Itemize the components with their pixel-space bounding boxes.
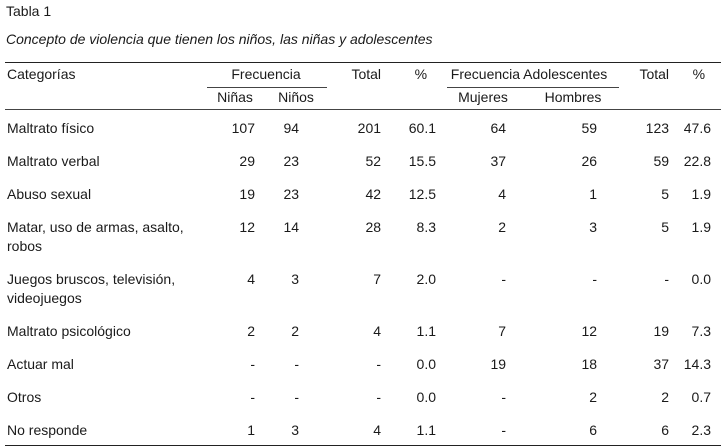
header-spacer xyxy=(619,88,675,110)
cell-hombres: 12 xyxy=(581,323,598,339)
header-frecuencia-underline xyxy=(207,87,327,88)
cell-total2: 37 xyxy=(653,356,670,372)
cell-hombres: 18 xyxy=(581,356,598,372)
cell-pct2: 0.0 xyxy=(691,271,712,287)
cell-categoria: Actuar mal xyxy=(7,356,74,372)
cell-ninas: 19 xyxy=(239,186,255,202)
cell-total2: 6 xyxy=(619,412,675,446)
cell-total: 7 xyxy=(373,271,382,287)
cell-mujeres: - xyxy=(501,389,507,405)
cell-categoria: Abuso sexual xyxy=(7,186,92,202)
header-total: Total xyxy=(351,66,382,82)
header-categorias: Categorías xyxy=(7,66,76,82)
header-frecuencia-adolescentes-label: Frecuencia Adolescentes xyxy=(450,66,608,82)
cell-total: 4 xyxy=(373,323,382,339)
cell-mujeres: 64 xyxy=(490,120,507,136)
cell-pct: 12.5 xyxy=(408,186,437,202)
cell-total: - xyxy=(376,389,382,405)
cell-pct: 2.0 xyxy=(416,271,437,287)
cell-total: 28 xyxy=(365,219,382,235)
cell-total: 4 xyxy=(327,412,387,446)
cell-ninos: 23 xyxy=(283,153,300,169)
cell-mujeres: 19 xyxy=(490,356,507,372)
header-ninos: Niños xyxy=(265,88,327,110)
cell-hombres: 2 xyxy=(589,389,598,405)
cell-mujeres: 7 xyxy=(498,323,507,339)
table-caption: Concepto de violencia que tienen los niños, las niñas y adolescentes xyxy=(6,31,433,47)
cell-ninas: 2 xyxy=(247,323,255,339)
cell-hombres: 26 xyxy=(581,153,598,169)
cell-pct2: 14.3 xyxy=(683,356,712,372)
header-frecuencia-adolescentes xyxy=(439,63,619,89)
table-label: Tabla 1 xyxy=(6,3,52,19)
cell-mujeres: 2 xyxy=(498,219,507,235)
cell-ninas: - xyxy=(250,356,255,372)
cell-categoria: Maltrato físico xyxy=(7,120,95,136)
cell-ninos: 2 xyxy=(291,323,300,339)
cell-hombres: - xyxy=(592,271,598,287)
header-ninas: Niñas xyxy=(205,88,265,110)
header-spacer xyxy=(327,88,387,110)
cell-categoria: No responde xyxy=(5,412,205,446)
table-row xyxy=(5,110,721,144)
cell-categoria: Otros xyxy=(7,389,42,405)
cell-pct: 8.3 xyxy=(416,219,437,235)
cell-pct2: 22.8 xyxy=(683,153,712,169)
header-frecuencia-label: Frecuencia xyxy=(231,66,301,82)
cell-total2: 123 xyxy=(645,120,670,136)
cell-ninos: - xyxy=(294,356,300,372)
cell-total2: - xyxy=(664,271,670,287)
cell-pct2: 47.6 xyxy=(683,120,712,136)
cell-ninos: 94 xyxy=(283,120,300,136)
cell-hombres: 1 xyxy=(589,186,598,202)
cell-mujeres: - xyxy=(501,271,507,287)
cell-total: 42 xyxy=(365,186,382,202)
cell-ninas: 12 xyxy=(239,219,255,235)
table-row xyxy=(5,412,721,446)
cell-categoria: Juegos bruscos, televisión, videojuegos xyxy=(7,271,176,306)
cell-pct2: 0.7 xyxy=(691,389,712,405)
header-spacer xyxy=(387,88,439,110)
cell-pct: 60.1 xyxy=(408,120,437,136)
table-row xyxy=(5,379,721,412)
cell-ninas: - xyxy=(250,389,255,405)
table-row xyxy=(5,209,721,261)
cell-pct: 1.1 xyxy=(416,323,437,339)
cell-categoria: Maltrato verbal xyxy=(7,153,100,169)
table-header xyxy=(5,63,721,110)
table-row xyxy=(5,143,721,176)
cell-hombres: 59 xyxy=(581,120,598,136)
cell-mujeres: 4 xyxy=(498,186,507,202)
cell-pct: 0.0 xyxy=(416,356,437,372)
cell-total: 52 xyxy=(365,153,382,169)
cell-total: - xyxy=(376,356,382,372)
violence-concept-table xyxy=(5,62,721,446)
table-row xyxy=(5,176,721,209)
table-row xyxy=(5,346,721,379)
header-total2: Total xyxy=(639,66,670,82)
header-spacer xyxy=(5,88,205,110)
cell-ninos: 3 xyxy=(291,271,300,287)
cell-pct2: 1.9 xyxy=(691,219,712,235)
cell-ninas: 29 xyxy=(239,153,255,169)
cell-ninos: 14 xyxy=(283,219,300,235)
cell-ninas: 1 xyxy=(205,412,265,446)
cell-pct: 0.0 xyxy=(416,389,437,405)
header-pct: % xyxy=(414,66,428,82)
table-body xyxy=(5,110,721,446)
cell-total2: 5 xyxy=(661,186,670,202)
cell-total2: 19 xyxy=(653,323,670,339)
table-row xyxy=(5,313,721,346)
header-hombres: Hombres xyxy=(527,88,619,110)
cell-ninos: - xyxy=(294,389,300,405)
table-row xyxy=(5,261,721,313)
cell-total2: 59 xyxy=(653,153,670,169)
cell-ninas: 4 xyxy=(247,271,255,287)
cell-hombres: 6 xyxy=(527,412,619,446)
cell-pct2: 1.9 xyxy=(691,186,712,202)
cell-pct: 1.1 xyxy=(387,412,439,446)
cell-pct2: 7.3 xyxy=(691,323,712,339)
cell-categoria: Matar, uso de armas, asalto, robos xyxy=(7,219,184,254)
header-adolescentes-underline xyxy=(447,87,619,88)
cell-pct2: 2.3 xyxy=(675,412,721,446)
cell-ninos: 3 xyxy=(265,412,327,446)
cell-total2: 5 xyxy=(661,219,670,235)
cell-ninos: 23 xyxy=(283,186,300,202)
cell-total: 201 xyxy=(357,120,382,136)
cell-hombres: 3 xyxy=(589,219,598,235)
cell-mujeres: 37 xyxy=(490,153,507,169)
header-spacer xyxy=(675,88,721,110)
header-pct2: % xyxy=(692,66,706,82)
cell-categoria: Maltrato psicológico xyxy=(7,323,131,339)
cell-total2: 2 xyxy=(661,389,670,405)
header-frecuencia xyxy=(205,63,327,89)
cell-mujeres: - xyxy=(439,412,527,446)
header-mujeres: Mujeres xyxy=(439,88,527,110)
cell-ninas: 107 xyxy=(231,120,255,136)
cell-pct: 15.5 xyxy=(408,153,437,169)
